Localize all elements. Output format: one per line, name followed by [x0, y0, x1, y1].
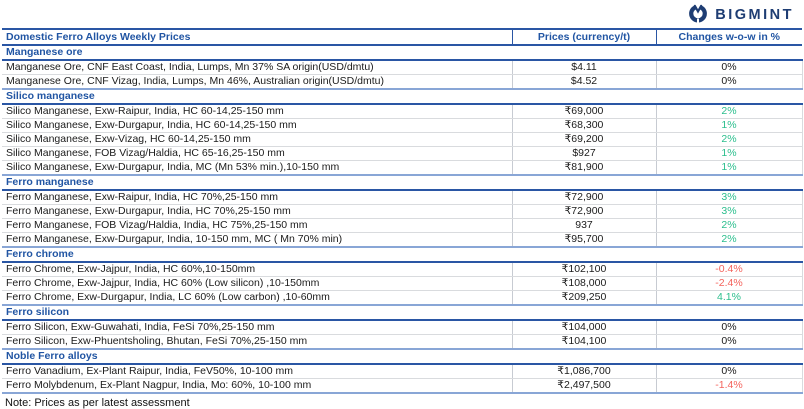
price-cell: ₹72,900	[512, 190, 656, 205]
price-cell: ₹69,000	[512, 104, 656, 119]
price-cell: ₹69,200	[512, 133, 656, 147]
product-cell: Ferro Molybdenum, Ex-Plant Nagpur, India, Mo: 60%, 10-100 mm	[2, 379, 512, 394]
price-cell: ₹95,700	[512, 233, 656, 248]
change-cell: 2%	[656, 104, 802, 119]
product-cell: Ferro Chrome, Exw-Jajpur, India, HC 60%,10-150mm	[2, 262, 512, 277]
price-cell: ₹2,497,500	[512, 379, 656, 394]
table-row	[2, 75, 802, 90]
section-title: Ferro silicon	[2, 305, 802, 320]
brand-name: BIGMINT	[715, 6, 794, 23]
change-cell: 1%	[656, 119, 802, 133]
table-title: Domestic Ferro Alloys Weekly Prices	[2, 29, 512, 45]
price-cell: ₹1,086,700	[512, 364, 656, 379]
change-cell: 1%	[656, 161, 802, 176]
table-row	[2, 104, 802, 119]
table-row	[2, 161, 802, 176]
change-cell: 2%	[656, 219, 802, 233]
price-cell: ₹102,100	[512, 262, 656, 277]
change-cell: -1.4%	[656, 379, 802, 394]
price-cell: ₹72,900	[512, 205, 656, 219]
price-cell: 937	[512, 219, 656, 233]
product-cell: Silico Manganese, FOB Vizag/Haldia, HC 65-16,25-150 mm	[2, 147, 512, 161]
table-row	[2, 379, 802, 394]
change-cell: 0%	[656, 320, 802, 335]
change-cell: 2%	[656, 233, 802, 248]
column-header-prices: Prices (currency/t)	[512, 29, 656, 45]
change-cell: 4.1%	[656, 291, 802, 306]
change-cell: 1%	[656, 147, 802, 161]
product-cell: Manganese Ore, CNF East Coast, India, Lumps, Mn 37% SA origin(USD/dmtu)	[2, 60, 512, 75]
table-row	[2, 364, 802, 379]
product-cell: Silico Manganese, Exw-Durgapur, India, HC 60-14,25-150 mm	[2, 119, 512, 133]
product-cell: Silico Manganese, Exw-Vizag, HC 60-14,25-150 mm	[2, 133, 512, 147]
change-cell: 0%	[656, 60, 802, 75]
table-row	[2, 320, 802, 335]
price-cell: $4.11	[512, 60, 656, 75]
product-cell: Ferro Silicon, Exw-Phuentsholing, Bhutan, FeSi 70%,25-150 mm	[2, 335, 512, 350]
table-row	[2, 262, 802, 277]
brand-header	[0, 0, 804, 26]
product-cell: Silico Manganese, Exw-Durgapur, India, MC (Mn 53% min.),10-150 mm	[2, 161, 512, 176]
table-row	[2, 277, 802, 291]
product-cell: Ferro Manganese, Exw-Durgapur, India, 10-150 mm, MC ( Mn 70% min)	[2, 233, 512, 248]
table-row	[2, 205, 802, 219]
change-cell: -2.4%	[656, 277, 802, 291]
section-row	[2, 349, 802, 364]
section-title: Manganese ore	[2, 45, 802, 60]
section-title: Noble Ferro alloys	[2, 349, 802, 364]
table-header-row	[2, 29, 802, 45]
change-cell: 0%	[656, 364, 802, 379]
table-row	[2, 133, 802, 147]
table-row	[2, 219, 802, 233]
section-row	[2, 305, 802, 320]
table-row	[2, 147, 802, 161]
section-row	[2, 89, 802, 104]
section-row	[2, 45, 802, 60]
section-row	[2, 247, 802, 262]
price-cell: ₹68,300	[512, 119, 656, 133]
table-row	[2, 233, 802, 248]
change-cell: 2%	[656, 133, 802, 147]
table-row	[2, 60, 802, 75]
table-row	[2, 190, 802, 205]
price-cell: $927	[512, 147, 656, 161]
product-cell: Silico Manganese, Exw-Raipur, India, HC 60-14,25-150 mm	[2, 104, 512, 119]
weekly-prices-table	[2, 28, 803, 394]
section-row	[2, 175, 802, 190]
section-title: Silico manganese	[2, 89, 802, 104]
product-cell: Ferro Vanadium, Ex-Plant Raipur, India, FeV50%, 10-100 mm	[2, 364, 512, 379]
price-table-body	[2, 45, 802, 393]
price-cell: ₹104,000	[512, 320, 656, 335]
product-cell: Ferro Chrome, Exw-Jajpur, India, HC 60% (Low silicon) ,10-150mm	[2, 277, 512, 291]
change-cell: 3%	[656, 190, 802, 205]
product-cell: Manganese Ore, CNF Vizag, India, Lumps, Mn 46%, Australian origin(USD/dmtu)	[2, 75, 512, 90]
price-cell: $4.52	[512, 75, 656, 90]
footnote: Note: Prices as per latest assessment	[5, 397, 190, 409]
change-cell: 0%	[656, 75, 802, 90]
price-cell: ₹104,100	[512, 335, 656, 350]
bigmint-logo-icon	[687, 3, 709, 26]
price-cell: ₹209,250	[512, 291, 656, 306]
section-title: Ferro chrome	[2, 247, 802, 262]
table-row	[2, 119, 802, 133]
table-row	[2, 335, 802, 350]
column-header-changes: Changes w-o-w in %	[656, 29, 802, 45]
product-cell: Ferro Manganese, Exw-Durgapur, India, HC 70%,25-150 mm	[2, 205, 512, 219]
product-cell: Ferro Manganese, Exw-Raipur, India, HC 70%,25-150 mm	[2, 190, 512, 205]
product-cell: Ferro Silicon, Exw-Guwahati, India, FeSi 70%,25-150 mm	[2, 320, 512, 335]
product-cell: Ferro Chrome, Exw-Durgapur, India, LC 60% (Low carbon) ,10-60mm	[2, 291, 512, 306]
change-cell: 3%	[656, 205, 802, 219]
section-title: Ferro manganese	[2, 175, 802, 190]
product-cell: Ferro Manganese, FOB Vizag/Haldia, India, HC 75%,25-150 mm	[2, 219, 512, 233]
table-row	[2, 291, 802, 306]
price-cell: ₹108,000	[512, 277, 656, 291]
change-cell: -0.4%	[656, 262, 802, 277]
change-cell: 0%	[656, 335, 802, 350]
price-cell: ₹81,900	[512, 161, 656, 176]
